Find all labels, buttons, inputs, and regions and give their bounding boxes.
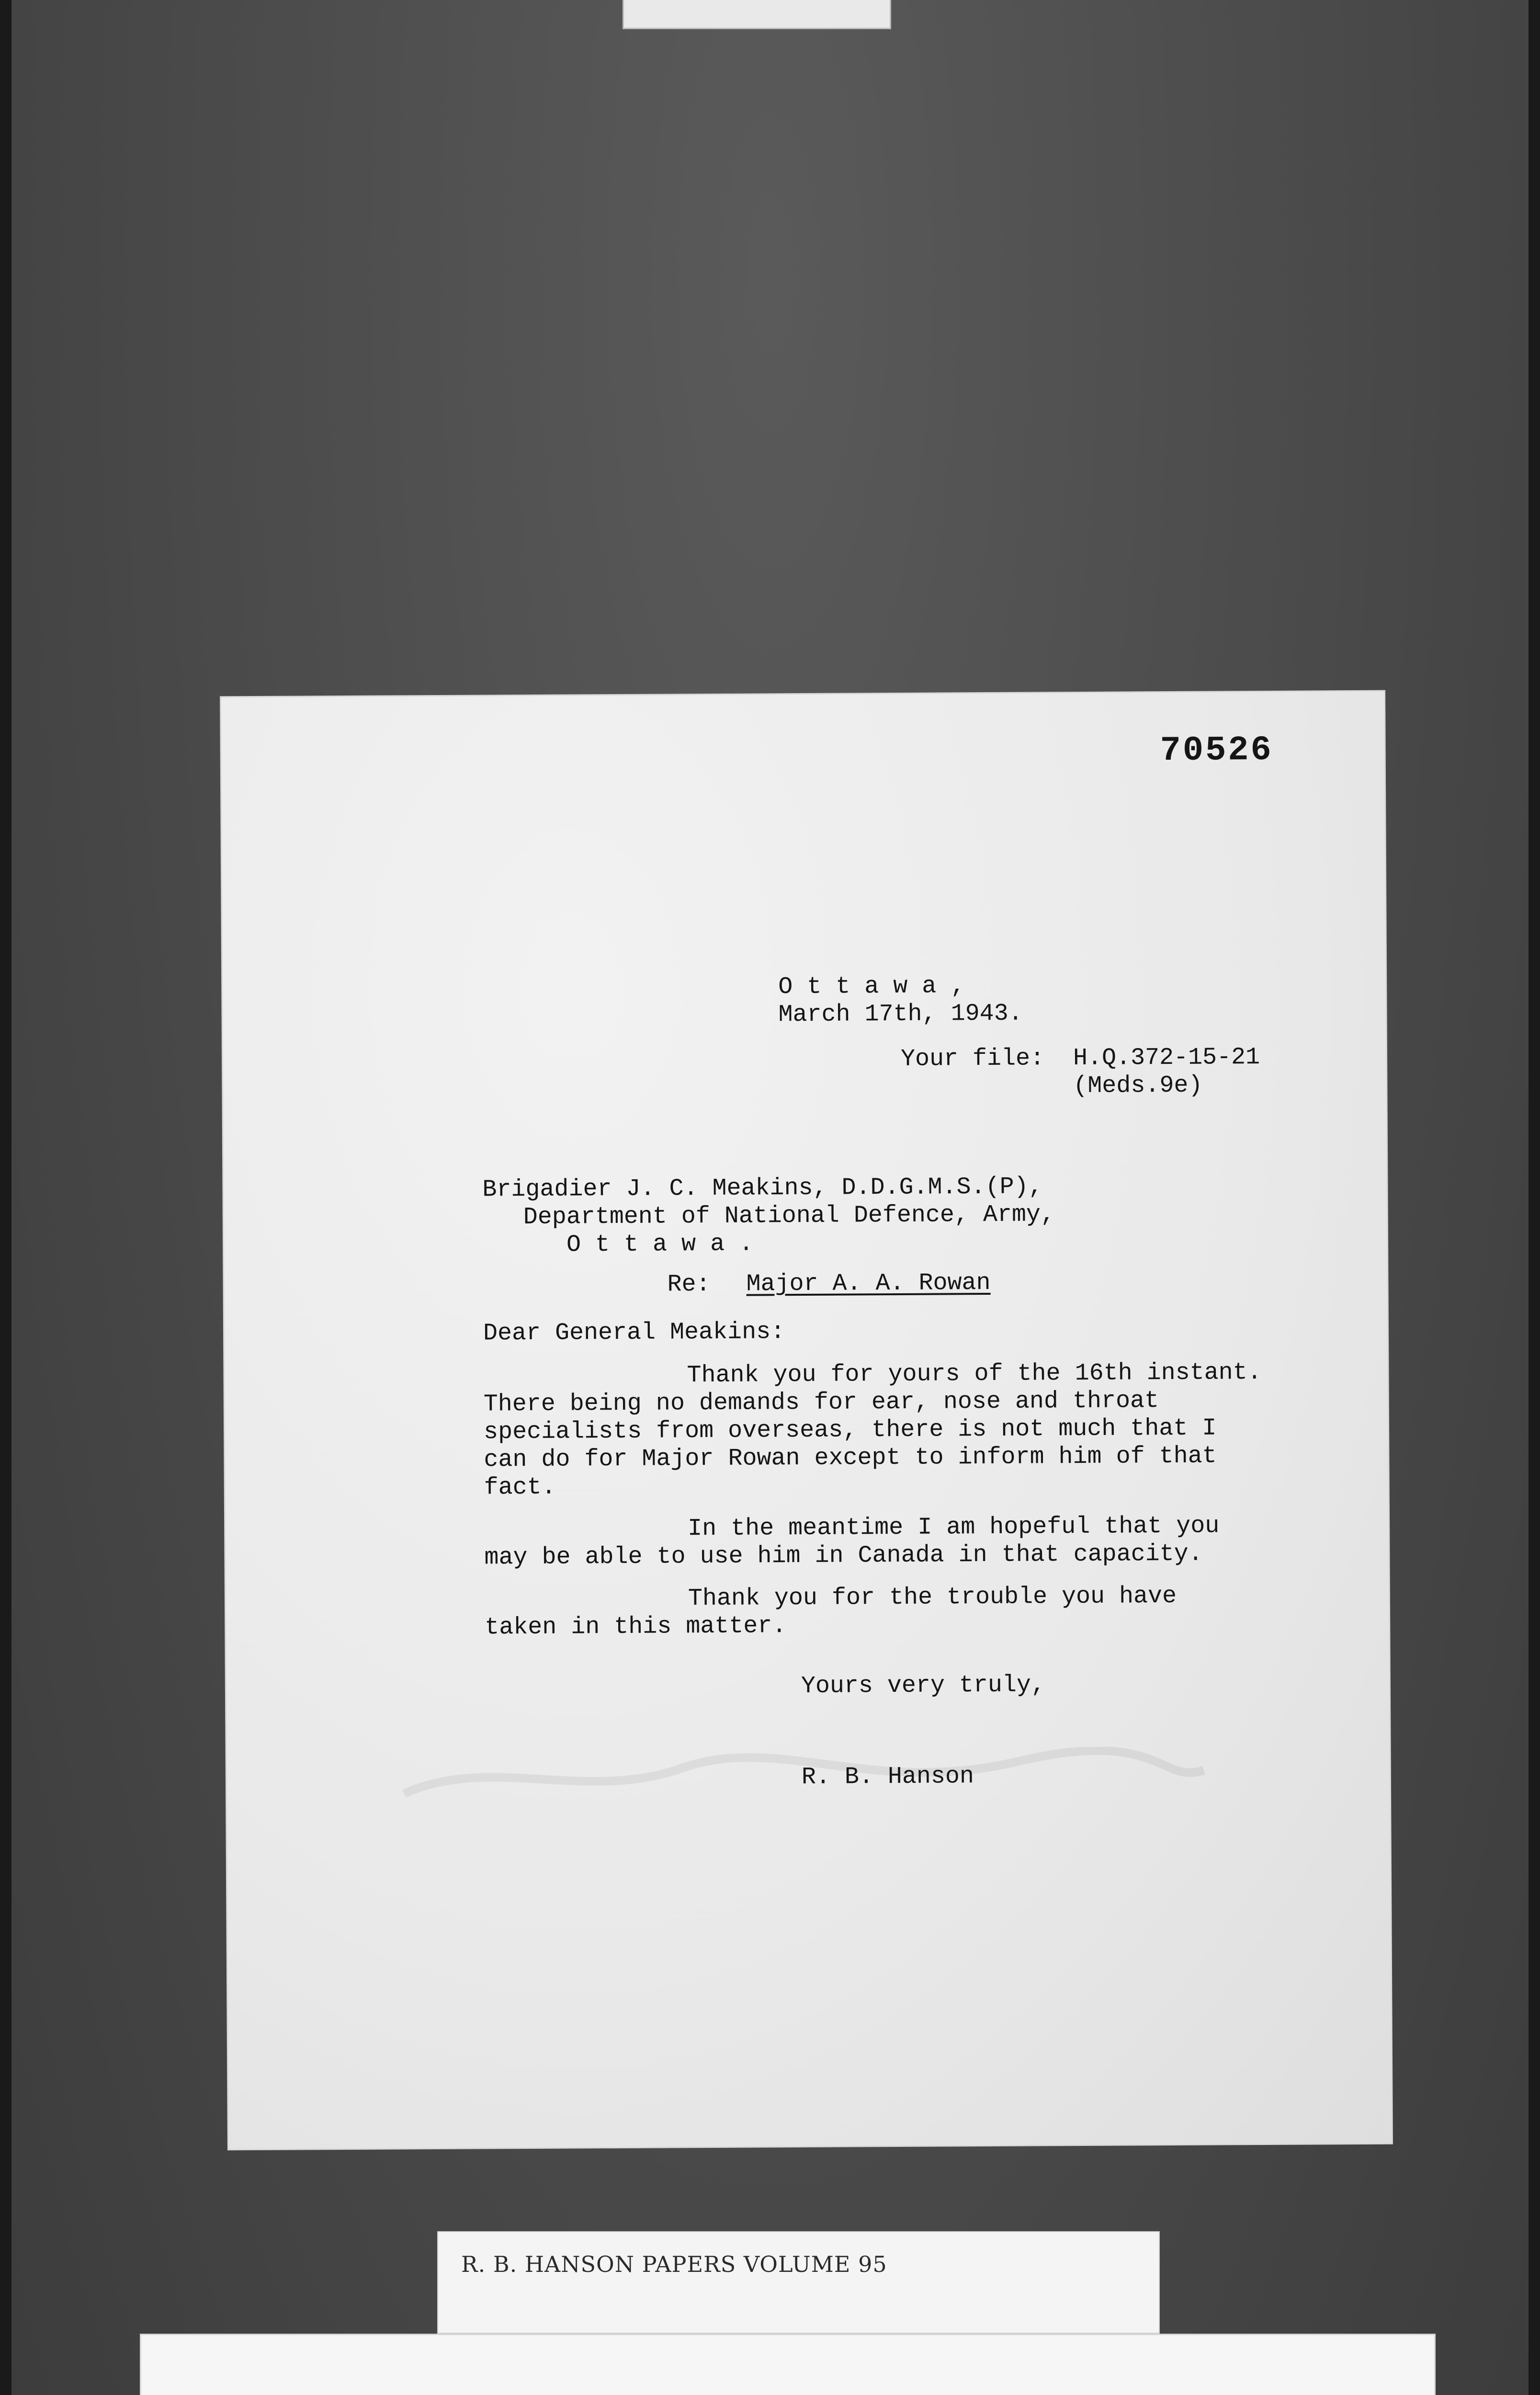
paragraph2-line-2: may be able to use him in Canada in that capacity. bbox=[484, 1540, 1203, 1572]
signature-name: R. B. Hanson bbox=[801, 1763, 974, 1791]
mount-board-right-edge bbox=[1529, 0, 1540, 2395]
address-line-2: Department of National Defence, Army, bbox=[523, 1201, 1055, 1232]
letter-date: March 17th, 1943. bbox=[778, 1000, 1023, 1029]
letter-page bbox=[221, 692, 1392, 2149]
paragraph1-line-1: Thank you for yours of the 16th instant. bbox=[687, 1359, 1262, 1390]
your-file-value: H.Q.372-15-21 bbox=[1073, 1044, 1260, 1072]
your-file-sub: (Meds.9e) bbox=[1073, 1072, 1203, 1100]
letter-place: O t t a w a , bbox=[778, 972, 965, 1001]
salutation: Dear General Meakins: bbox=[483, 1318, 785, 1347]
paragraph1-line-4: can do for Major Rowan except to inform him of that bbox=[484, 1442, 1217, 1474]
paragraph2-line-1: In the meantime I am hopeful that you bbox=[688, 1512, 1220, 1543]
address-line-3: O t t a w a . bbox=[566, 1230, 754, 1259]
paragraph3-line-2: taken in this matter. bbox=[485, 1612, 787, 1642]
paragraph3-line-1: Thank you for the trouble you have bbox=[688, 1582, 1177, 1613]
archive-stamp-card bbox=[141, 2335, 1434, 2395]
volume-label-text: R. B. HANSON PAPERS VOLUME 95 bbox=[461, 2251, 887, 2277]
volume-label bbox=[438, 2232, 1159, 2333]
your-file-label: Your file: bbox=[900, 1045, 1045, 1073]
paragraph1-line-2: There being no demands for ear, nose and throat bbox=[483, 1387, 1159, 1418]
document-number: 70526 bbox=[1160, 730, 1273, 771]
address-line-1: Brigadier J. C. Meakins, D.D.G.M.S.(P), bbox=[482, 1173, 1043, 1204]
re-label: Re: bbox=[667, 1271, 711, 1299]
paragraph1-line-5: fact. bbox=[484, 1473, 556, 1502]
paragraph1-line-3: specialists from overseas, there is not much that I bbox=[483, 1414, 1217, 1446]
closing: Yours very truly, bbox=[801, 1671, 1046, 1700]
re-subject: Major A. A. Rowan bbox=[746, 1269, 991, 1298]
mount-board-left-edge bbox=[0, 0, 11, 2395]
mount-top-tab bbox=[623, 0, 891, 29]
